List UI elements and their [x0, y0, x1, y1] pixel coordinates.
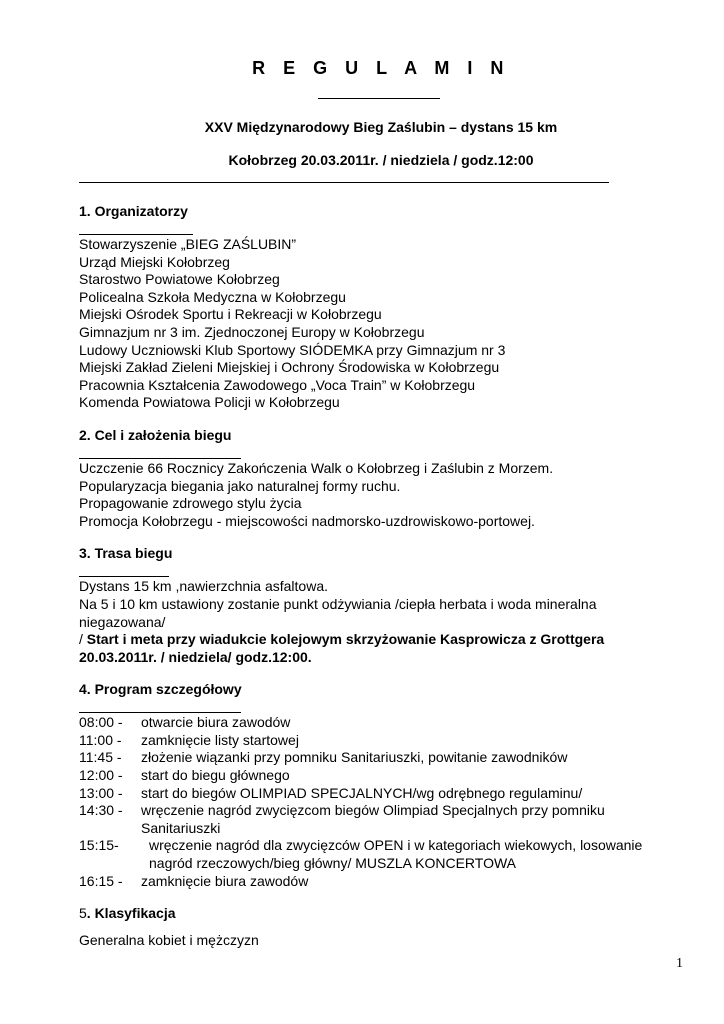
route-line: Na 5 i 10 km ustawiony zostanie punkt odżywiania /ciepła herbata i woda mineralna: [79, 595, 597, 612]
organizer-item: Miejski Ośrodek Sportu i Rekreacji w Kołobrzegu: [79, 306, 382, 323]
organizer-item: Ludowy Uczniowski Klub Sportowy SIÓDEMKA przy Gimnazjum nr 3: [79, 341, 506, 358]
route-line: Dystans 15 km ,nawierzchnia asfaltowa.: [79, 578, 328, 595]
schedule-desc: start do biegów OLIMPIAD SPECJALNYCH/wg odrębnego regulaminu/: [141, 784, 583, 801]
section-classification: [79, 904, 679, 950]
route-start-date: 20.03.2011r. / niedziela/ godz.12:00.: [79, 648, 312, 665]
schedule-desc: zamknięcie biura zawodów: [141, 872, 309, 889]
document-body: [79, 202, 679, 964]
page-number: 1: [676, 956, 683, 971]
classification-line: Generalna kobiet i mężczyzn: [79, 932, 259, 949]
schedule-row: [79, 873, 679, 891]
schedule-row: [79, 785, 679, 803]
organizer-item: Miejski Zakład Zieleni Miejskiej i Ochrony Środowiska w Kołobrzegu: [79, 359, 500, 376]
schedule-time: 08:00 -: [79, 714, 123, 731]
schedule-desc: zamknięcie listy startowej: [141, 731, 299, 748]
schedule-time: 13:00 -: [79, 784, 123, 801]
schedule-row: [79, 749, 679, 767]
schedule-time: 12:00 -: [79, 767, 123, 784]
section-heading: 3. Trasa biegu: [79, 545, 173, 562]
schedule-time: 15:15-: [79, 837, 119, 854]
schedule-desc: złożenie wiązanki przy pomniku Sanitariuszki, powitanie zawodników: [141, 749, 568, 766]
schedule-desc: otwarcie biura zawodów: [141, 714, 291, 731]
schedule-time: 16:15 -: [79, 872, 123, 889]
route-line: niegazowana/: [79, 613, 166, 630]
section-number: 5: [79, 905, 87, 922]
schedule-time: 11:45 -: [79, 749, 122, 766]
section-goals: [79, 426, 679, 530]
section-route: [79, 544, 679, 666]
organizer-item: Policealna Szkoła Medyczna w Kołobrzegu: [79, 288, 346, 305]
event-name: XXV Międzynarodowy Bieg Zaślubin – dystans 15 km: [204, 119, 558, 135]
schedule-row: [79, 837, 679, 872]
goal-item: Popularyzacja biegania jako naturalnej formy ruchu.: [79, 477, 401, 494]
section-heading: 2. Cel i założenia biegu: [79, 426, 232, 443]
goal-item: Promocja Kołobrzegu - miejscowości nadmorsko-uzdrowiskowo-portowej.: [79, 512, 535, 529]
organizer-item: Starostwo Powiatowe Kołobrzeg: [79, 271, 280, 288]
organizer-item: Komenda Powiatowa Policji w Kołobrzegu: [79, 394, 340, 411]
section-heading: 4. Program szczegółowy: [79, 681, 242, 698]
section-program: [79, 680, 679, 890]
goal-item: Propagowanie zdrowego stylu życia: [79, 495, 302, 512]
route-start-location: Start i meta przy wiadukcie kolejowym skrzyżowanie Kasprowicza z Grottgera: [86, 631, 605, 648]
section-heading: 1. Organizatorzy: [79, 203, 188, 219]
heading-underline: [79, 220, 193, 235]
goal-item: Uczczenie 66 Rocznicy Zakończenia Walk o Kołobrzeg i Zaślubin z Morzem.: [79, 459, 554, 476]
route-prefix: /: [79, 631, 87, 648]
schedule-row: [79, 714, 679, 732]
organizer-item: Urząd Miejski Kołobrzeg: [79, 253, 230, 270]
schedule-time: 14:30 -: [79, 802, 123, 819]
schedule-row: [79, 767, 679, 785]
organizer-item: Gimnazjum nr 3 im. Zjednoczonej Europy w Kołobrzegu: [79, 323, 425, 340]
route-start-line: [79, 631, 679, 649]
section-organizers: [79, 202, 679, 412]
schedule-desc: wręczenie nagród zwycięzcom biegów Olimpiad Specjalnych przy pomniku Sanitariuszki: [141, 802, 605, 836]
organizer-item: Pracownia Kształcenia Zawodowego „Voca Train” w Kołobrzegu: [79, 376, 476, 393]
heading-underline: [79, 444, 241, 459]
schedule-desc: wręczenie nagród dla zwycięzców OPEN i w kategoriach wiekowych, losowanie nagród rzeczowych/bieg główny/ MUSZLA KONCERTOWA: [149, 837, 643, 872]
schedule-time: 11:00 -: [79, 731, 122, 748]
title-underline: [318, 98, 440, 99]
section-heading: [79, 904, 679, 922]
heading-underline: [79, 562, 169, 577]
heading-underline: [79, 698, 241, 713]
schedule-row: [79, 802, 679, 837]
schedule-row: [79, 732, 679, 750]
organizer-item: Stowarzyszenie „BIEG ZAŚLUBIN”: [79, 236, 297, 252]
document-title: R E G U L A M I N: [252, 58, 510, 78]
event-date-place: Kołobrzeg 20.03.2011r. / niedziela / godz.12:00: [228, 152, 534, 168]
section-heading-text: . Klasyfikacja: [86, 905, 176, 922]
header-divider: [79, 182, 609, 183]
schedule-desc: start do biegu głównego: [141, 767, 290, 784]
